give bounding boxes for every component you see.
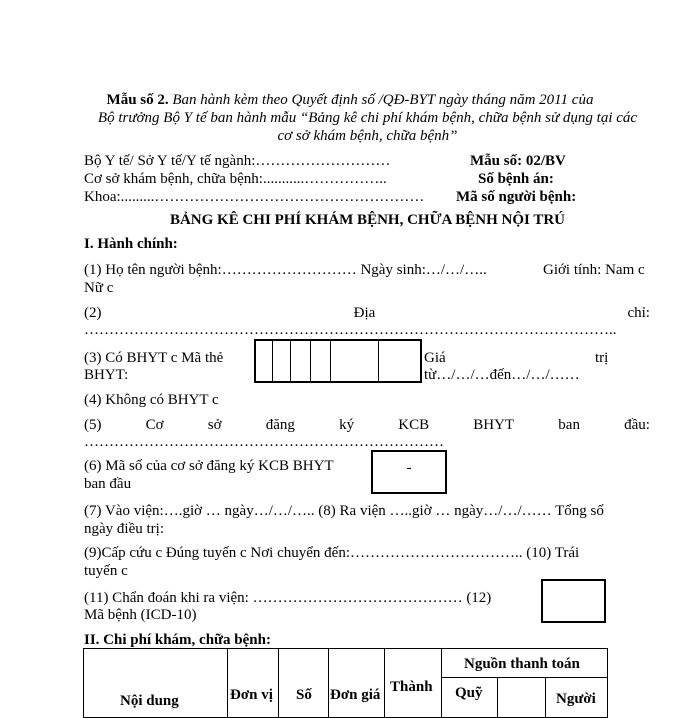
facility-code-box: - (371, 450, 447, 494)
form-code: Mẫu số: 02/BV (470, 153, 566, 169)
section-administrative: I. Hành chính: (84, 236, 178, 252)
table-col-divider (227, 649, 228, 717)
table-header-amount: Thành (390, 679, 433, 695)
table-col-divider (497, 677, 498, 717)
header-line-2: Bộ trưởng Bộ Y tế ban hành mẫu “Bảng kê chi phí khám bệnh, chữa bệnh sử dụng tại các (97, 110, 638, 126)
table-header-payment-source: Nguồn thanh toán (464, 656, 580, 672)
patient-id: Mã số người bệnh: (456, 189, 577, 205)
facility-word: Cơ (145, 417, 164, 433)
section-costs: II. Chi phí khám, chữa bệnh: (84, 632, 271, 648)
facility-word: đăng (265, 417, 295, 433)
field-facility-code-2: ban đầu (84, 476, 132, 492)
header-line-3: cơ sở khám bệnh, chữa bệnh” (277, 128, 458, 144)
facility-word: ban (558, 417, 580, 433)
facility-word: ký (339, 417, 355, 433)
department-field: Khoa:.........……………………………………………… (84, 189, 425, 205)
field-gender: Giới tính: Nam c (543, 262, 645, 278)
table-col-divider (545, 677, 546, 717)
insurance-card-box (254, 339, 422, 383)
field-no-insurance: (4) Không có BHYT c (84, 392, 219, 408)
facility-field: Cơ sở khám bệnh, chữa bệnh:...........…………….. (84, 171, 387, 187)
facility-word: (5) (84, 417, 102, 433)
document-title: BẢNG KÊ CHI PHÍ KHÁM BỆNH, CHỮA BỆNH NỘI TRÚ (169, 212, 566, 228)
icd-code-box (541, 579, 606, 623)
field-address-dots: …………………………………………………………………………………………….. (84, 322, 617, 338)
table-header-quantity: Số (296, 687, 312, 703)
field-valid-range: từ…/…/…đến…/…/…… (424, 367, 580, 383)
costs-table (83, 648, 608, 718)
field-patient-name: (1) Họ tên người bệnh:……………………… Ngày sinh:…/…/….. (84, 262, 487, 278)
field-icd-code: Mã bệnh (ICD-10) (84, 607, 197, 623)
table-col-divider (328, 649, 329, 717)
address-word: (2) (84, 305, 102, 321)
field-gender-female: Nữ c (84, 280, 114, 296)
card-cell (290, 341, 291, 381)
field-has-insurance: (3) Có BHYT c Mã thẻ (84, 350, 224, 366)
table-col-divider (278, 649, 279, 717)
field-initial-facility-dots: ……………………………………………………………… (84, 434, 444, 450)
field-valid-label: Giá (424, 350, 446, 366)
ministry-field: Bộ Y tế/ Sở Y tế/Y tế ngành:……………………… (84, 153, 391, 169)
table-header-unit: Đơn vị (230, 687, 273, 703)
facility-word: KCB (398, 417, 430, 433)
field-initial-facility (84, 417, 650, 434)
field-valid-label-2: trị (595, 350, 609, 366)
address-word: chỉ: (627, 305, 650, 321)
card-cell (330, 341, 331, 381)
card-cell (272, 341, 273, 381)
field-diagnosis: (11) Chẩn đoán khi ra viện: …………………………………… (12) (84, 590, 492, 606)
address-word: Địa (353, 305, 376, 321)
facility-word: đầu: (624, 417, 650, 433)
header-line-1 (0, 92, 700, 109)
field-emergency-route: (9)Cấp cứu c Đúng tuyến c Nơi chuyển đến:…………………………….. (10) Trái (84, 545, 580, 561)
header-form-number: Mẫu số 2. (106, 92, 169, 108)
table-header-price: Đơn giá (330, 687, 381, 703)
field-treatment-days: ngày điều trị: (84, 521, 164, 537)
table-header-content: Nội dung (120, 693, 179, 709)
table-col-divider (441, 649, 442, 717)
table-col-divider (384, 649, 385, 717)
field-off-route: tuyến c (84, 563, 128, 579)
field-address (84, 305, 650, 322)
medical-record-number: Số bệnh án: (478, 171, 554, 187)
field-insurance-label: BHYT: (84, 367, 129, 383)
card-cell (310, 341, 311, 381)
table-subheader-line (441, 677, 607, 678)
table-header-patient: Người (556, 691, 596, 707)
facility-word: BHYT (473, 417, 515, 433)
field-admission-discharge: (7) Vào viện:….giờ … ngày…/…/….. (8) Ra viện …..giờ … ngày…/…/…… Tổng số (84, 503, 604, 519)
field-facility-code: (6) Mã số của cơ sở đăng ký KCB BHYT (84, 458, 334, 474)
header-decision: Ban hành kèm theo Quyết định số /QĐ-BYT ngày tháng năm 2011 của (168, 92, 594, 108)
table-header-fund: Quỹ (455, 685, 483, 701)
facility-word: sở (207, 417, 222, 433)
card-cell (378, 341, 379, 381)
